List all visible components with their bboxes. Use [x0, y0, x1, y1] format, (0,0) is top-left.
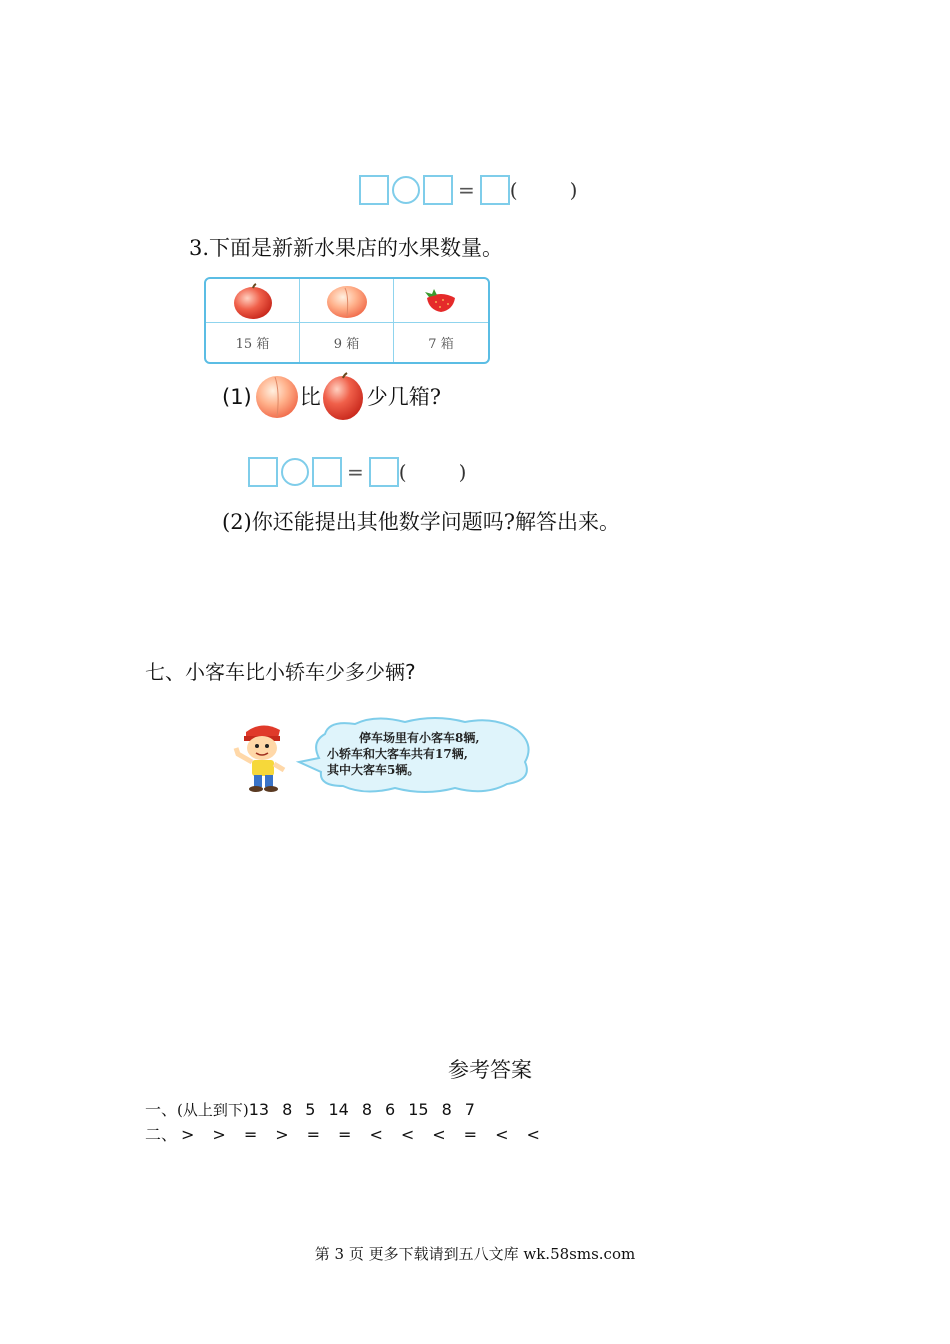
operator-circle[interactable] [281, 458, 309, 486]
count-label: 7 箱 [428, 337, 454, 352]
answer-value: 6 [385, 1100, 396, 1119]
open-paren: ( [398, 460, 407, 484]
answer-value: = [243, 1125, 258, 1144]
answer-value: 7 [464, 1100, 475, 1119]
count-label: 15 箱 [235, 337, 270, 352]
peach-icon [325, 282, 369, 320]
answer-value: 8 [441, 1100, 452, 1119]
answer-value: > [275, 1125, 289, 1144]
answer-value: 8 [361, 1100, 373, 1119]
answer-value: 5 [305, 1100, 316, 1119]
answer-value: = [463, 1125, 478, 1144]
answer-note: (从上到下) [177, 1101, 249, 1119]
answer-value: = [338, 1125, 352, 1144]
answer-value: 15 [408, 1100, 429, 1119]
top-equation [359, 173, 577, 207]
table-cell-strawberry [394, 279, 488, 323]
bubble-line: 停车场里有小客车8辆, [359, 731, 480, 745]
sub1-number: (1) [222, 385, 252, 409]
answer-box[interactable] [369, 457, 399, 487]
answer-value: = [306, 1125, 321, 1144]
bubble-line: 小轿车和大客车共有17辆, [327, 747, 468, 761]
equals-sign: = [458, 178, 475, 202]
answer-value: < [526, 1125, 540, 1144]
table-count-cell [300, 323, 394, 362]
answer-value: 13 [248, 1100, 270, 1119]
answer-value: < [400, 1125, 415, 1144]
fruit-table [204, 277, 490, 364]
close-paren: ) [458, 460, 467, 484]
table-count-cell [206, 323, 300, 362]
sub-question-1 [222, 372, 441, 422]
answer-value: < [432, 1125, 446, 1144]
answer-value: > [181, 1125, 195, 1144]
answer-box[interactable] [480, 175, 510, 205]
answer-box[interactable] [248, 457, 278, 487]
page-footer: 第 3 页 更多下载请到五八文库 wk.58sms.com [314, 1245, 636, 1263]
speech-bubble-text [327, 730, 480, 778]
table-cell-apple [206, 279, 300, 323]
answer-value: < [369, 1125, 383, 1144]
close-paren: ) [569, 178, 578, 202]
count-label: 9 箱 [333, 337, 360, 352]
equals-sign: = [347, 460, 364, 484]
operator-circle[interactable] [392, 176, 420, 204]
answer-row-2 [145, 1122, 558, 1145]
answer-value: > [212, 1125, 226, 1144]
answer-box[interactable] [423, 175, 453, 205]
apple-icon [231, 282, 275, 320]
question3-title: 3.下面是新新水果店的水果数量。 [189, 236, 504, 260]
peach-icon [254, 373, 300, 421]
sub1-equation [248, 455, 466, 489]
table-cell-peach [300, 279, 394, 323]
bubble-line: 其中大客车5辆。 [327, 763, 420, 777]
sub1-compare-word: 比 [299, 385, 321, 409]
answer-value: 14 [328, 1100, 349, 1119]
sub1-tail: 少几箱? [366, 385, 442, 409]
boy-cartoon-icon [228, 718, 296, 794]
answer-box[interactable] [312, 457, 342, 487]
sub-question-2: (2)你还能提出其他数学问题吗?解答出来。 [222, 510, 621, 534]
answer-row-1 [145, 1097, 488, 1120]
answers-title: 参考答案 [448, 1058, 532, 1082]
answer-prefix: 二、 [145, 1125, 178, 1144]
answer-box[interactable] [359, 175, 389, 205]
answer-value: < [495, 1125, 509, 1144]
table-count-cell [394, 323, 488, 362]
open-paren: ( [509, 178, 518, 202]
section7-title: 七、小客车比小轿车少多少辆? [145, 660, 416, 684]
answer-prefix: 一、 [145, 1100, 178, 1119]
apple-icon [321, 372, 367, 422]
answer-value: 8 [282, 1100, 293, 1119]
strawberry-icon [421, 286, 461, 316]
